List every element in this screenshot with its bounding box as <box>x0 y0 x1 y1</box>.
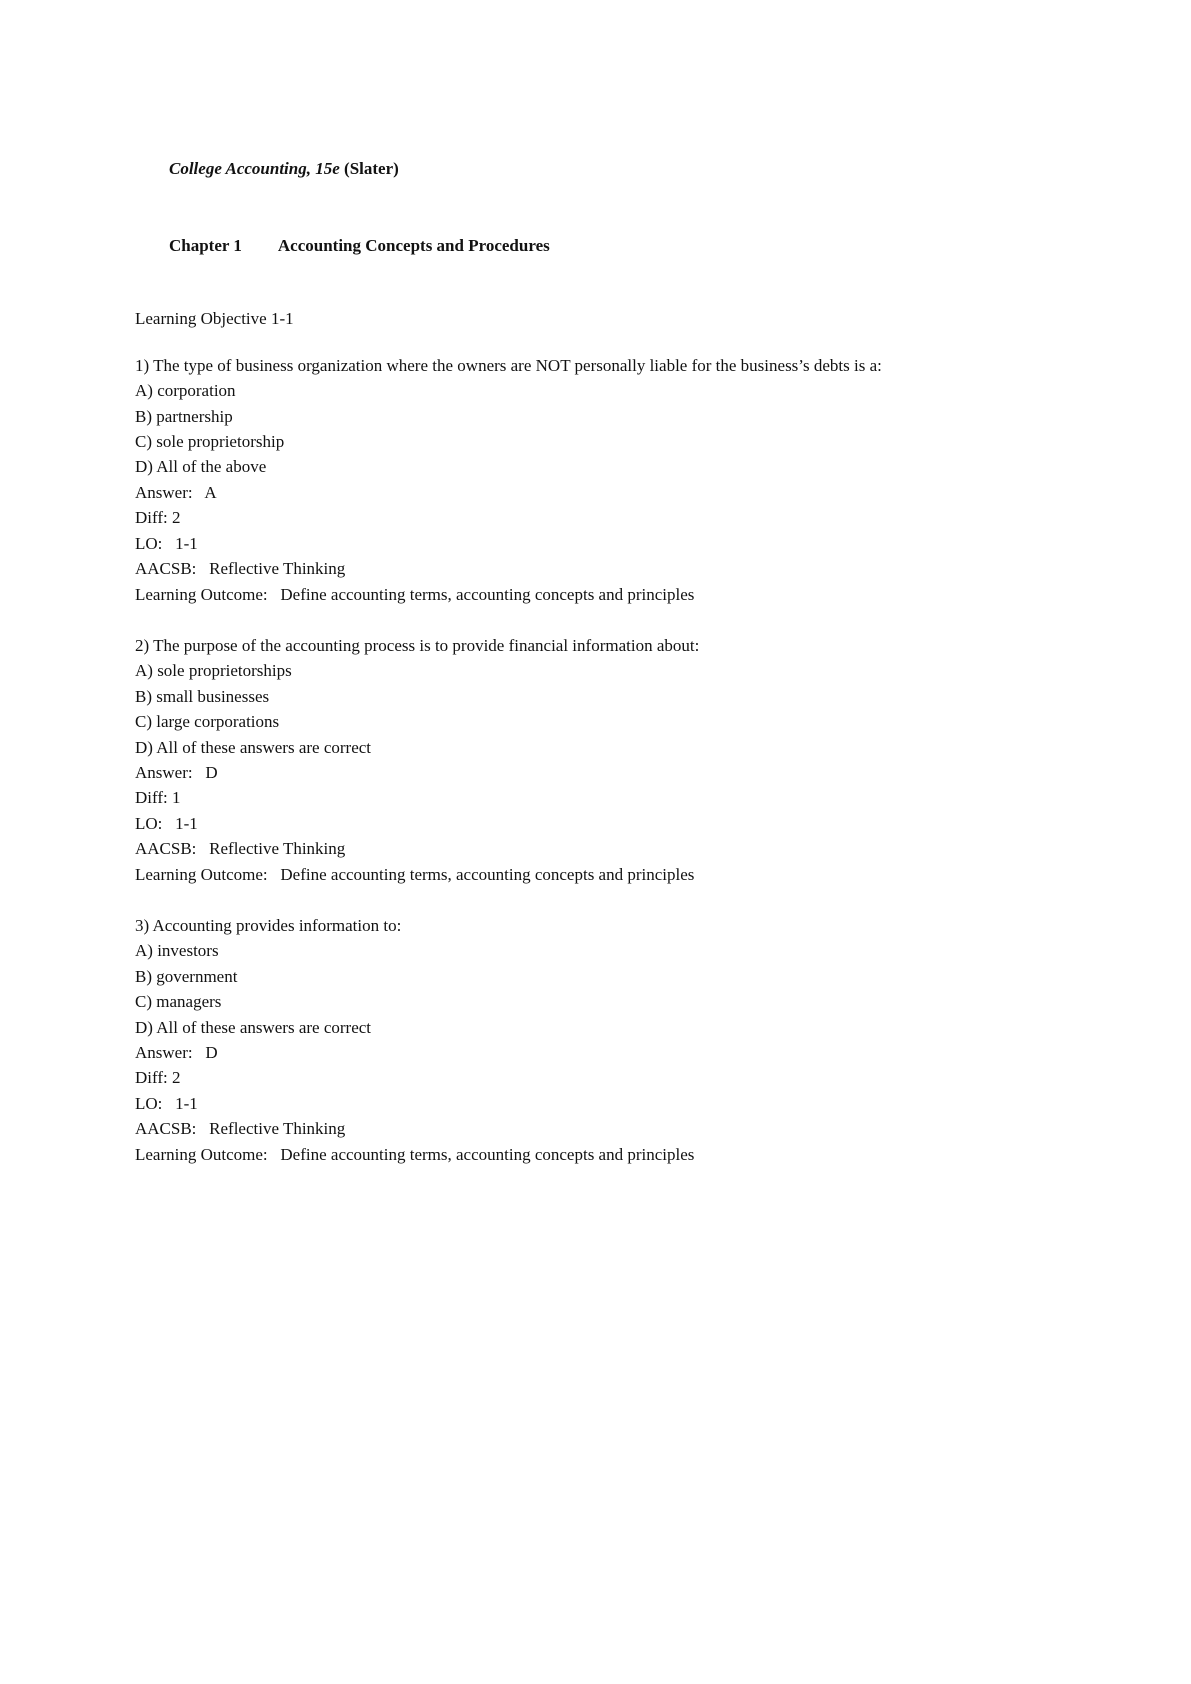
aacsb-line: AACSB: Reflective Thinking <box>135 559 346 579</box>
aacsb-line: AACSB: Reflective Thinking <box>135 1119 346 1139</box>
learning-outcome-line: Learning Outcome: Define accounting terms, accounting concepts and principles <box>135 1144 695 1164</box>
lo-line: LO: 1-1 <box>135 533 198 553</box>
answer-choice-d: D) All of the above <box>135 457 267 477</box>
document-header <box>135 131 935 283</box>
answer-choice-d: D) All of these answers are correct <box>135 1017 372 1037</box>
diff-line: Diff: 2 <box>135 1068 181 1088</box>
document-content <box>135 131 935 1167</box>
answer-choice-c: C) managers <box>135 992 222 1012</box>
answer-choice-d: D) All of these answers are correct <box>135 737 372 757</box>
question-block-2 <box>135 633 935 887</box>
answer-line: Answer: D <box>135 762 218 782</box>
book-author: (Slater) <box>339 159 399 179</box>
book-title: College Accounting, 15e <box>169 159 340 179</box>
answer-choice-b: B) government <box>135 966 238 986</box>
answer-choice-a: A) corporation <box>135 381 236 401</box>
answer-choice-c: C) sole proprietorship <box>135 432 285 452</box>
chapter-title: Accounting Concepts and Procedures <box>277 235 550 255</box>
answer-choice-a: A) investors <box>135 941 219 961</box>
answer-choice-b: B) partnership <box>135 406 233 426</box>
answer-choice-b: B) small businesses <box>135 686 270 706</box>
question-block-3 <box>135 913 935 1167</box>
learning-objective: Learning Objective 1-1 <box>135 309 294 329</box>
diff-line: Diff: 1 <box>135 788 181 808</box>
aacsb-line: AACSB: Reflective Thinking <box>135 839 346 859</box>
chapter-label: Chapter 1 <box>169 235 242 255</box>
question-block-1 <box>135 353 935 607</box>
lo-line: LO: 1-1 <box>135 1093 198 1113</box>
question-stem: 2) The purpose of the accounting process is to provide financial information about: <box>135 635 700 655</box>
lo-line: LO: 1-1 <box>135 813 198 833</box>
answer-choice-a: A) sole proprietorships <box>135 661 292 681</box>
answer-line: Answer: D <box>135 1043 218 1062</box>
question-stem: 1) The type of business organization where the owners are NOT personally liable for the business’s debts is a: <box>135 355 882 375</box>
answer-choice-c: C) large corporations <box>135 712 280 732</box>
learning-outcome-line: Learning Outcome: Define accounting terms, accounting concepts and principles <box>135 864 695 884</box>
document-title <box>135 131 935 207</box>
diff-line: Diff: 2 <box>135 508 181 528</box>
learning-outcome-line: Learning Outcome: Define accounting terms, accounting concepts and principles <box>135 584 695 604</box>
chapter-heading <box>135 207 935 283</box>
question-stem: 3) Accounting provides information to: <box>135 915 402 935</box>
answer-line: Answer: A <box>135 482 217 502</box>
